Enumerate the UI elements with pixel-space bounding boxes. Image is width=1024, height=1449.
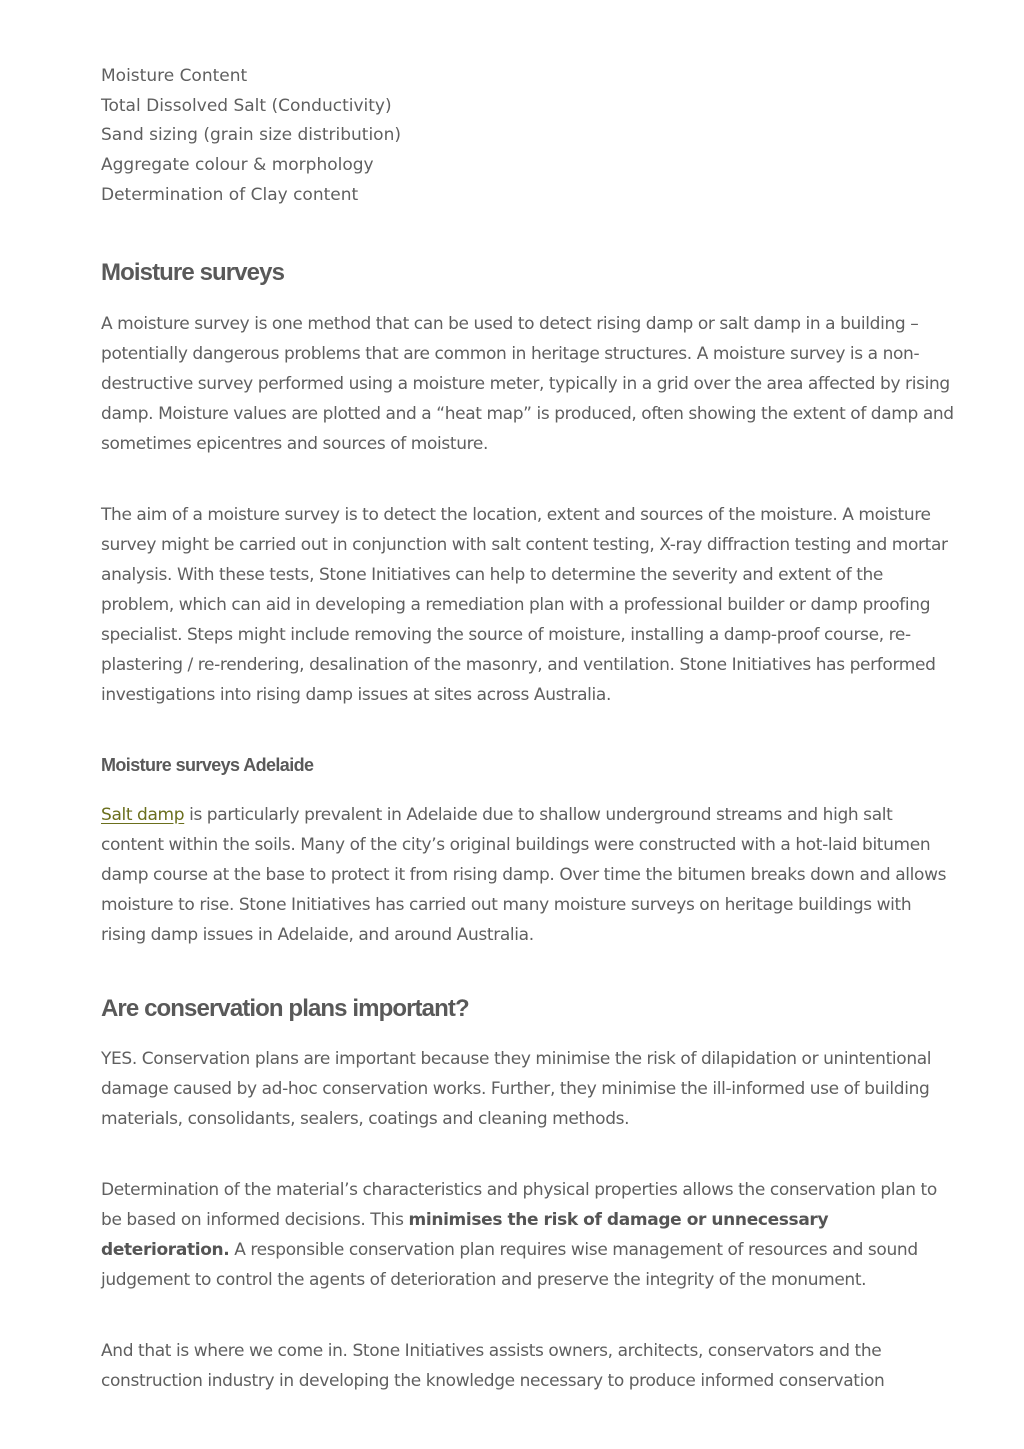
list-item: Total Dissolved Salt (Conductivity) [101, 95, 392, 116]
moisture-surveys-adelaide-heading: Moisture surveys Adelaide [101, 754, 314, 775]
conservation-paragraph-1: YES. Conservation plans are important because they minimise the risk of dilapidation or unintentional damage caused by ad-hoc conservation works. Further, they minimise the ill-informed use of building materials, consolidants, sealers, coatings and cleaning methods. [101, 1048, 932, 1129]
conservation-paragraph-2 [101, 1175, 954, 1295]
adelaide-paragraph [101, 800, 954, 950]
moisture-surveys-paragraph-1: A moisture survey is one method that can be used to detect rising damp or salt damp in a building – potentially dangerous problems that are common in heritage structures. A moisture survey is a non-destructive survey performed using a moisture meter, typically in a grid over the area affected by rising damp. Moisture values are plotted and a “heat map” is produced, often showing the extent of damp and sometimes epicentres and sources of moisture. [101, 313, 954, 454]
list-item: Aggregate colour & morphology [101, 155, 374, 176]
list-item: Determination of Clay content [101, 184, 359, 205]
conservation-emphasis: minimises the risk of damage or unnecessary deterioration. [101, 1209, 829, 1260]
list-item: Moisture Content [101, 66, 248, 86]
adelaide-paragraph-text: is particularly prevalent in Adelaide due to shallow underground streams and high salt content within the soils. Many of the city’s original buildings were constructed with a hot-laid bitumen damp course at the base to protect it from rising damp. Over time the bitumen breaks down and allows moisture to rise. Stone Initiatives has carried out many moisture surveys on heritage buildings with rising damp issues in Adelaide, and around Australia. [101, 804, 947, 945]
conservation-paragraph-2-rest: A responsible conservation plan requires wise management of resources and sound judgement to control the agents of deterioration and preserve the integrity of the monument. [101, 1239, 918, 1290]
tests-list [101, 62, 954, 211]
conservation-paragraph-2-intro: Determination of the material’s characteristics and physical properties allows the conservation plan to be based on informed decisions. This [101, 1179, 937, 1230]
salt-damp-link[interactable]: Salt damp [101, 804, 185, 825]
conservation-plans-heading: Are conservation plans important? [101, 994, 469, 1022]
moisture-surveys-paragraph-2: The aim of a moisture survey is to detect the location, extent and sources of the moisture. A moisture survey might be carried out in conjunction with salt content testing, X-ray diffraction testing and mortar analysis. With these tests, Stone Initiatives can help to determine the severity and extent of the problem, which can aid in developing a remediation plan with a professional builder or damp proofing specialist. Steps might include removing the source of moisture, installing a damp-proof course, re-plastering / re-rendering, desalination of the masonry, and ventilation. Stone Initiatives has performed investigations into rising damp issues at sites across Australia. [101, 504, 948, 705]
conservation-paragraph-3: And that is where we come in. Stone Initiatives assists owners, architects, conservators and the construction industry in developing the knowledge necessary to produce informed conservation [101, 1340, 885, 1391]
moisture-surveys-heading: Moisture surveys [101, 258, 285, 286]
list-item: Sand sizing (grain size distribution) [101, 125, 401, 146]
